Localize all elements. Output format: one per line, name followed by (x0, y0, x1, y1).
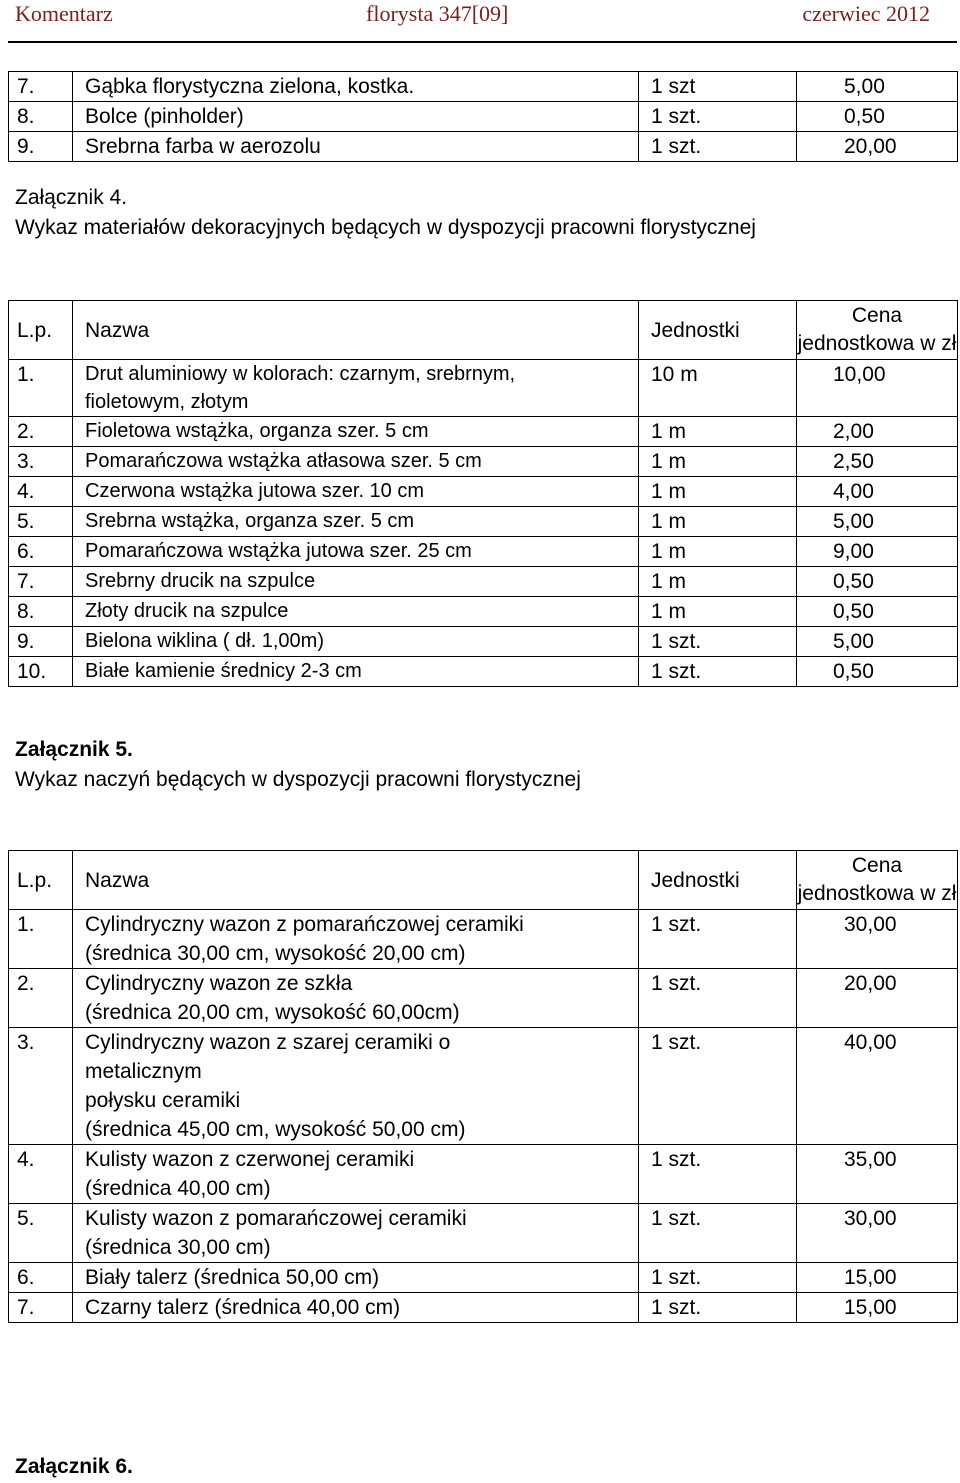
header-unit: Jednostki (639, 851, 797, 910)
row-name-line: Cylindryczny wazon ze szkła (85, 972, 353, 995)
row-name: Pomarańczowa wstążka jutowa szer. 25 cm (73, 537, 639, 567)
row-price: 30,00 (797, 910, 958, 969)
header-rule (8, 41, 957, 43)
row-unit: 1 szt. (639, 132, 797, 162)
row-name (73, 1145, 639, 1204)
row-unit: 10 m (639, 360, 797, 417)
row-unit: 1 szt. (639, 102, 797, 132)
row-unit: 1 szt. (639, 1028, 797, 1145)
row-lp: 2. (9, 417, 73, 447)
row-name: Fioletowa wstążka, organza szer. 5 cm (73, 417, 639, 447)
table-row (9, 360, 958, 417)
row-name: Złoty drucik na szpulce (73, 597, 639, 627)
row-name: Pomarańczowa wstążka atłasowa szer. 5 cm (73, 447, 639, 477)
row-lp: 8. (9, 102, 73, 132)
row-name: Srebrna farba w aerozolu (73, 132, 639, 162)
attachment-6-label: Załącznik 6. (15, 1455, 133, 1478)
row-name-line: (średnica 45,00 cm, wysokość 50,00 cm) (85, 1118, 466, 1141)
row-name-line: Cylindryczny wazon z pomarańczowej ceramiki (85, 913, 524, 936)
row-price: 5,00 (797, 72, 958, 102)
header-lp: L.p. (9, 301, 73, 360)
table-row (9, 1204, 958, 1263)
row-lp: 9. (9, 627, 73, 657)
table-row (9, 657, 958, 687)
table-row (9, 910, 958, 969)
row-name-line: Cylindryczny wazon z szarej ceramiki o (85, 1031, 451, 1054)
row-lp: 8. (9, 597, 73, 627)
table-row (9, 477, 958, 507)
row-lp: 1. (9, 910, 73, 969)
row-unit: 1 m (639, 537, 797, 567)
row-name-line: (średnica 40,00 cm) (85, 1177, 271, 1200)
row-name (73, 1204, 639, 1263)
row-price: 5,00 (797, 507, 958, 537)
header-name: Nazwa (73, 851, 639, 910)
row-lp: 6. (9, 537, 73, 567)
row-name: Bielona wiklina ( dł. 1,00m) (73, 627, 639, 657)
row-lp: 6. (9, 1263, 73, 1293)
attachment-5-label: Załącznik 5. (15, 738, 133, 761)
table-header-row (9, 301, 958, 360)
table-row (9, 132, 958, 162)
row-name (73, 1263, 639, 1293)
row-unit: 1 szt. (639, 910, 797, 969)
header-left: Komentarz (15, 1, 113, 26)
row-price: 20,00 (797, 969, 958, 1028)
header-lp: L.p. (9, 851, 73, 910)
table-row (9, 597, 958, 627)
row-name: Srebrna wstążka, organza szer. 5 cm (73, 507, 639, 537)
row-unit: 1 m (639, 477, 797, 507)
row-name-line: Kulisty wazon z pomarańczowej ceramiki (85, 1207, 467, 1230)
row-unit: 1 m (639, 597, 797, 627)
row-price: 15,00 (797, 1263, 958, 1293)
table-row (9, 1293, 958, 1323)
row-name: Czerwona wstążka jutowa szer. 10 cm (73, 477, 639, 507)
table-vessels (8, 850, 958, 1323)
row-name (73, 1293, 639, 1323)
header-price: Cena jednostkowa w zł (797, 301, 958, 360)
row-unit: 1 szt. (639, 1145, 797, 1204)
table-row (9, 537, 958, 567)
row-lp: 5. (9, 507, 73, 537)
row-unit: 1 szt. (639, 969, 797, 1028)
row-price: 2,00 (797, 417, 958, 447)
row-name: Srebrny drucik na szpulce (73, 567, 639, 597)
row-price: 15,00 (797, 1293, 958, 1323)
header-center: florysta 347[09] (366, 1, 509, 26)
row-lp: 4. (9, 1145, 73, 1204)
row-name: Bolce (pinholder) (73, 102, 639, 132)
row-name-line: (średnica 20,00 cm, wysokość 60,00cm) (85, 1001, 460, 1024)
row-name-line: połysku ceramiki (85, 1089, 241, 1112)
row-unit: 1 m (639, 507, 797, 537)
attachment-4-heading (15, 183, 835, 243)
row-lp: 4. (9, 477, 73, 507)
row-unit: 1 szt. (639, 627, 797, 657)
row-name: Białe kamienie średnicy 2-3 cm (73, 657, 639, 687)
row-unit: 1 szt (639, 72, 797, 102)
row-lp: 3. (9, 1028, 73, 1145)
row-unit: 1 szt. (639, 1204, 797, 1263)
row-price: 5,00 (797, 627, 958, 657)
row-price: 0,50 (797, 102, 958, 132)
row-name (73, 1028, 639, 1145)
row-name: Gąbka florystyczna zielona, kostka. (73, 72, 639, 102)
table-row (9, 417, 958, 447)
table-row (9, 1145, 958, 1204)
row-price: 10,00 (797, 360, 958, 417)
table-row (9, 72, 958, 102)
row-lp: 7. (9, 72, 73, 102)
attachment-4-label: Załącznik 4. (15, 186, 128, 209)
table-row (9, 1028, 958, 1145)
row-unit: 1 m (639, 447, 797, 477)
row-lp: 3. (9, 447, 73, 477)
header-right: czerwiec 2012 (802, 1, 930, 26)
table-row (9, 507, 958, 537)
table-row (9, 102, 958, 132)
row-lp: 1. (9, 360, 73, 417)
table-decorative-materials (8, 300, 958, 687)
table-row (9, 447, 958, 477)
row-name-line: Czarny talerz (średnica 40,00 cm) (85, 1296, 401, 1319)
table-row (9, 969, 958, 1028)
attachment-5-title: Wykaz naczyń będących w dyspozycji pracowni florystycznej (15, 768, 581, 791)
row-name-line: (średnica 30,00 cm) (85, 1236, 271, 1259)
row-name-line: metalicznym (85, 1060, 202, 1083)
row-price: 0,50 (797, 567, 958, 597)
row-unit: 1 szt. (639, 1263, 797, 1293)
row-lp: 7. (9, 567, 73, 597)
row-price: 4,00 (797, 477, 958, 507)
row-lp: 2. (9, 969, 73, 1028)
row-name (73, 969, 639, 1028)
row-name (73, 910, 639, 969)
row-lp: 10. (9, 657, 73, 687)
row-price: 0,50 (797, 657, 958, 687)
attachment-4-title: Wykaz materiałów dekoracyjnych będących w dyspozycji pracowni florystycznej (15, 216, 756, 239)
row-price: 20,00 (797, 132, 958, 162)
row-unit: 1 szt. (639, 1293, 797, 1323)
row-name-line: (średnica 30,00 cm, wysokość 20,00 cm) (85, 942, 466, 965)
row-price: 40,00 (797, 1028, 958, 1145)
row-name-line: Biały talerz (średnica 50,00 cm) (85, 1266, 380, 1289)
row-price: 35,00 (797, 1145, 958, 1204)
table-row (9, 567, 958, 597)
row-unit: 1 szt. (639, 657, 797, 687)
row-lp: 5. (9, 1204, 73, 1263)
header-name: Nazwa (73, 301, 639, 360)
row-unit: 1 m (639, 567, 797, 597)
row-price: 0,50 (797, 597, 958, 627)
row-name-line: Kulisty wazon z czerwonej ceramiki (85, 1148, 415, 1171)
table-row (9, 627, 958, 657)
table-header-row (9, 851, 958, 910)
header-price: Cena jednostkowa w zł (797, 851, 958, 910)
attachment-5-heading (15, 735, 581, 795)
table-row (9, 1263, 958, 1293)
row-price: 2,50 (797, 447, 958, 477)
row-name: Drut aluminiowy w kolorach: czarnym, srebrnym, fioletowym, złotym (73, 360, 639, 417)
row-lp: 9. (9, 132, 73, 162)
row-price: 9,00 (797, 537, 958, 567)
row-price: 30,00 (797, 1204, 958, 1263)
page-header (0, 0, 960, 30)
row-lp: 7. (9, 1293, 73, 1323)
row-unit: 1 m (639, 417, 797, 447)
header-unit: Jednostki (639, 301, 797, 360)
table-continued (8, 71, 958, 162)
